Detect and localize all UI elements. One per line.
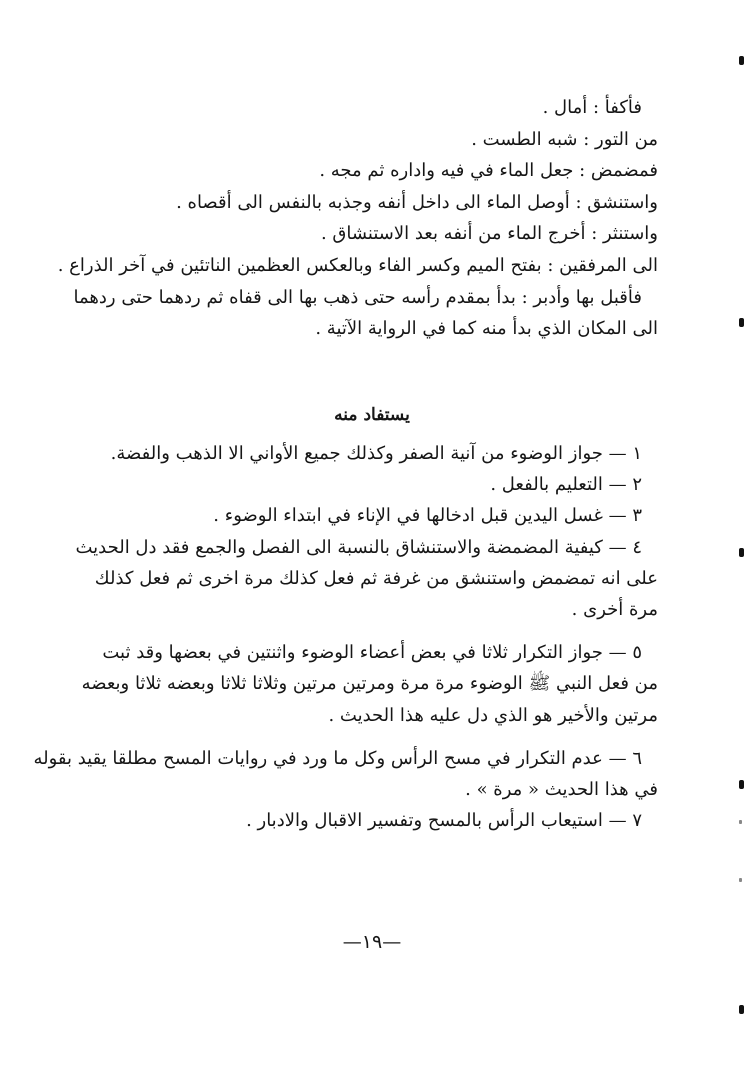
benefit-item <box>110 438 658 469</box>
benefit-line: مرتين والأخير هو الذي دل عليه هذا الحديث . <box>328 704 658 726</box>
scan-speck <box>739 820 742 824</box>
benefit-line: من فعل النبي ﷺ الوضوء مرة مرة ومرتين مرتين وثلاثا ثلاثا وبعضه ثلاثا وبعضه <box>81 673 658 695</box>
scan-edge-mark <box>739 780 744 789</box>
glossary-line: فأقبل بها وأدبر : بدأ بمقدم رأسه حتى ذهب بها الى قفاه ثم ردهما حتى ردهما <box>73 286 642 308</box>
benefit-line: ٤ — كيفية المضمضة والاستنشاق بالنسبة الى الفصل والجمع فقد دل الحديث <box>75 536 642 558</box>
benefit-line: ٥ — جواز التكرار ثلاثا في بعض أعضاء الوضوء واثنتين في بعضها وقد ثبت <box>102 642 642 664</box>
glossary-line: واستنثر : أخرج الماء من أنفه بعد الاستنشاق . <box>320 223 658 245</box>
benefit-line: ٦ — عدم التكرار في مسح الرأس وكل ما ورد في روايات المسح مطلقا يقيد بقوله <box>33 747 642 769</box>
benefit-line: ١ — جواز الوضوء من آنية الصفر وكذلك جميع الأواني الا الذهب والفضة. <box>110 443 642 464</box>
glossary-line: الى المكان الذي بدأ منه كما في الرواية الآتية . <box>315 318 658 340</box>
scan-edge-mark <box>739 318 744 327</box>
benefit-line: مرة أخرى . <box>571 598 658 620</box>
benefit-item <box>81 637 658 731</box>
glossary-line: من التور : شبه الطست . <box>471 128 658 150</box>
benefit-item <box>33 743 658 805</box>
scan-edge-mark <box>739 56 744 65</box>
benefits-list <box>33 438 658 836</box>
section-heading: يستفاد منه <box>334 405 410 425</box>
benefit-line: ٢ — التعليم بالفعل . <box>490 474 642 496</box>
scan-edge-mark <box>739 548 744 557</box>
glossary-line: واستنشق : أوصل الماء الى داخل أنفه وجذبه بالنفس الى أقصاه . <box>176 191 658 213</box>
glossary-section <box>57 92 658 345</box>
benefit-line: على انه تمضمض واستنشق من غرفة ثم فعل كذلك مرة اخرى ثم فعل كذلك <box>94 567 658 589</box>
benefit-item <box>118 500 658 531</box>
benefit-item <box>118 469 658 500</box>
glossary-line: فأكفأ : أمال . <box>542 97 642 118</box>
benefit-line: ٧ — استيعاب الرأس بالمسح وتفسير الاقبال والادبار . <box>246 810 642 832</box>
benefit-item <box>118 805 658 836</box>
glossary-line: الى المرفقين : بفتح الميم وكسر الفاء وبالعكس العظمين الناتئين في آخر الذراع . <box>57 254 658 276</box>
page-number: —١٩— <box>342 931 402 953</box>
glossary-line: فمضمض : جعل الماء في فيه واداره ثم مجه . <box>319 160 658 182</box>
scan-edge-mark <box>739 1005 744 1014</box>
benefit-line: في هذا الحديث « مرة » . <box>465 778 658 800</box>
benefit-line: ٣ — غسل اليدين قبل ادخالها في الإناء في ابتداء الوضوء . <box>213 505 642 527</box>
scan-speck <box>739 878 742 882</box>
benefit-item <box>75 532 658 626</box>
